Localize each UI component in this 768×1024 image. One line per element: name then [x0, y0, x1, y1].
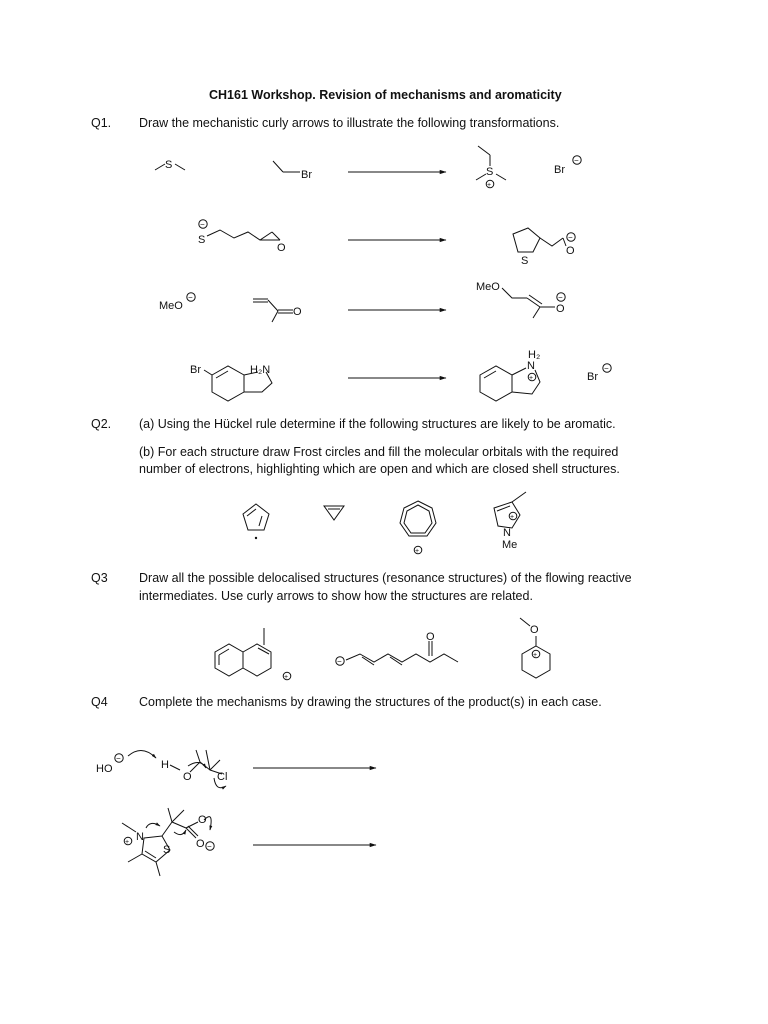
svg-text:+: +	[415, 548, 420, 555]
q1-r4-bromo-amine	[190, 364, 272, 401]
q1-r2-thiolate-epoxide	[198, 220, 286, 254]
q3-text2: intermediates. Use curly arrows to show how the structures are related.	[139, 589, 533, 603]
q4-thiazolium-ylide	[122, 808, 214, 876]
q3-dienolate-anion	[336, 631, 458, 666]
svg-text:O: O	[426, 631, 435, 643]
q1-r4-ammonium-product	[480, 349, 540, 401]
svg-text:MeO: MeO	[476, 281, 500, 293]
svg-text:−: −	[200, 220, 205, 229]
q1-number: Q1.	[91, 116, 112, 130]
svg-text:S: S	[198, 234, 206, 246]
q3-cyclohexyl-cation-methoxy	[520, 618, 550, 678]
svg-text:Me: Me	[502, 539, 518, 551]
q1-text: Draw the mechanistic curly arrows to illustrate the following transformations.	[139, 116, 560, 130]
q1-r1-sulfonium-product	[476, 146, 506, 189]
svg-text:N: N	[503, 527, 511, 539]
q3-number: Q3	[91, 571, 108, 585]
svg-text:N: N	[136, 831, 144, 843]
svg-text:H: H	[161, 759, 169, 771]
svg-text:O: O	[556, 303, 565, 315]
svg-text:−: −	[207, 842, 212, 851]
q1-r1-dimethyl-sulfide	[155, 159, 185, 171]
svg-text:−: −	[568, 233, 573, 242]
q1-r1-bromide-ion	[554, 156, 581, 176]
svg-text:O: O	[566, 245, 575, 257]
q1-r1-bromoethane	[273, 161, 312, 181]
q4-number: Q4	[91, 695, 108, 709]
svg-text:Br: Br	[587, 371, 598, 383]
svg-text:O: O	[530, 624, 539, 636]
q1-r4-bromide-ion	[587, 364, 611, 383]
svg-text:+: +	[510, 514, 515, 521]
q2-tropylium-cation	[400, 501, 436, 555]
svg-text:−: −	[188, 293, 193, 302]
svg-text:Br: Br	[190, 364, 201, 376]
svg-text:−: −	[604, 364, 609, 373]
q2-cyclopentadienyl-radical	[243, 504, 269, 539]
svg-text:+: +	[284, 674, 289, 681]
svg-text:+: +	[529, 375, 534, 382]
q3-benzylic-cation	[215, 628, 291, 681]
svg-text:S: S	[163, 844, 171, 856]
svg-text:N: N	[527, 360, 535, 372]
page-title: CH161 Workshop. Revision of mechanisms and aromaticity	[209, 88, 562, 102]
svg-text:S: S	[486, 166, 494, 178]
q2-number: Q2.	[91, 417, 112, 431]
svg-text:+: +	[125, 839, 130, 846]
svg-text:S: S	[165, 159, 173, 171]
q2-cyclopropenyl	[324, 506, 344, 520]
svg-text:Cl: Cl	[217, 771, 228, 783]
svg-text:Br: Br	[301, 169, 312, 181]
svg-text:H₂N: H₂N	[250, 364, 271, 376]
svg-text:MeO: MeO	[159, 300, 183, 312]
q4-hydroxide	[96, 750, 156, 775]
q1-r3-methoxide	[159, 293, 195, 312]
q2-text-b2: number of electrons, highlighting which are open and which are closed shell structures.	[139, 462, 620, 476]
svg-text:−: −	[574, 156, 579, 165]
q1-r3-enolate-product	[476, 281, 565, 318]
svg-text:O: O	[277, 242, 286, 254]
q2-methylpyrrole-cation	[494, 492, 526, 551]
svg-text:+: +	[533, 652, 538, 659]
svg-text:O: O	[293, 306, 302, 318]
q1-r2-thiolane-product	[513, 228, 575, 267]
svg-text:+: +	[487, 182, 492, 189]
q2-text-b1: (b) For each structure draw Frost circles and fill the molecular orbitals with the required	[139, 445, 619, 459]
svg-text:O: O	[183, 771, 192, 783]
svg-text:O: O	[198, 814, 207, 826]
svg-text:HO: HO	[96, 763, 113, 775]
svg-text:O: O	[196, 838, 205, 850]
svg-text:H₂: H₂	[528, 349, 541, 361]
q4-text: Complete the mechanisms by drawing the structures of the product(s) in each case.	[139, 695, 602, 709]
q4-chlorohydrin	[161, 750, 227, 788]
svg-text:−: −	[116, 754, 121, 763]
svg-text:−: −	[337, 657, 342, 666]
q2-text-a: (a) Using the Hückel rule determine if the following structures are likely to be aromatic.	[139, 417, 616, 431]
svg-text:S: S	[521, 255, 529, 267]
q1-r3-enone	[253, 299, 302, 322]
q3-text1: Draw all the possible delocalised structures (resonance structures) of the flowing reactive	[139, 571, 632, 585]
svg-text:−: −	[558, 293, 563, 302]
svg-text:Br: Br	[554, 164, 565, 176]
